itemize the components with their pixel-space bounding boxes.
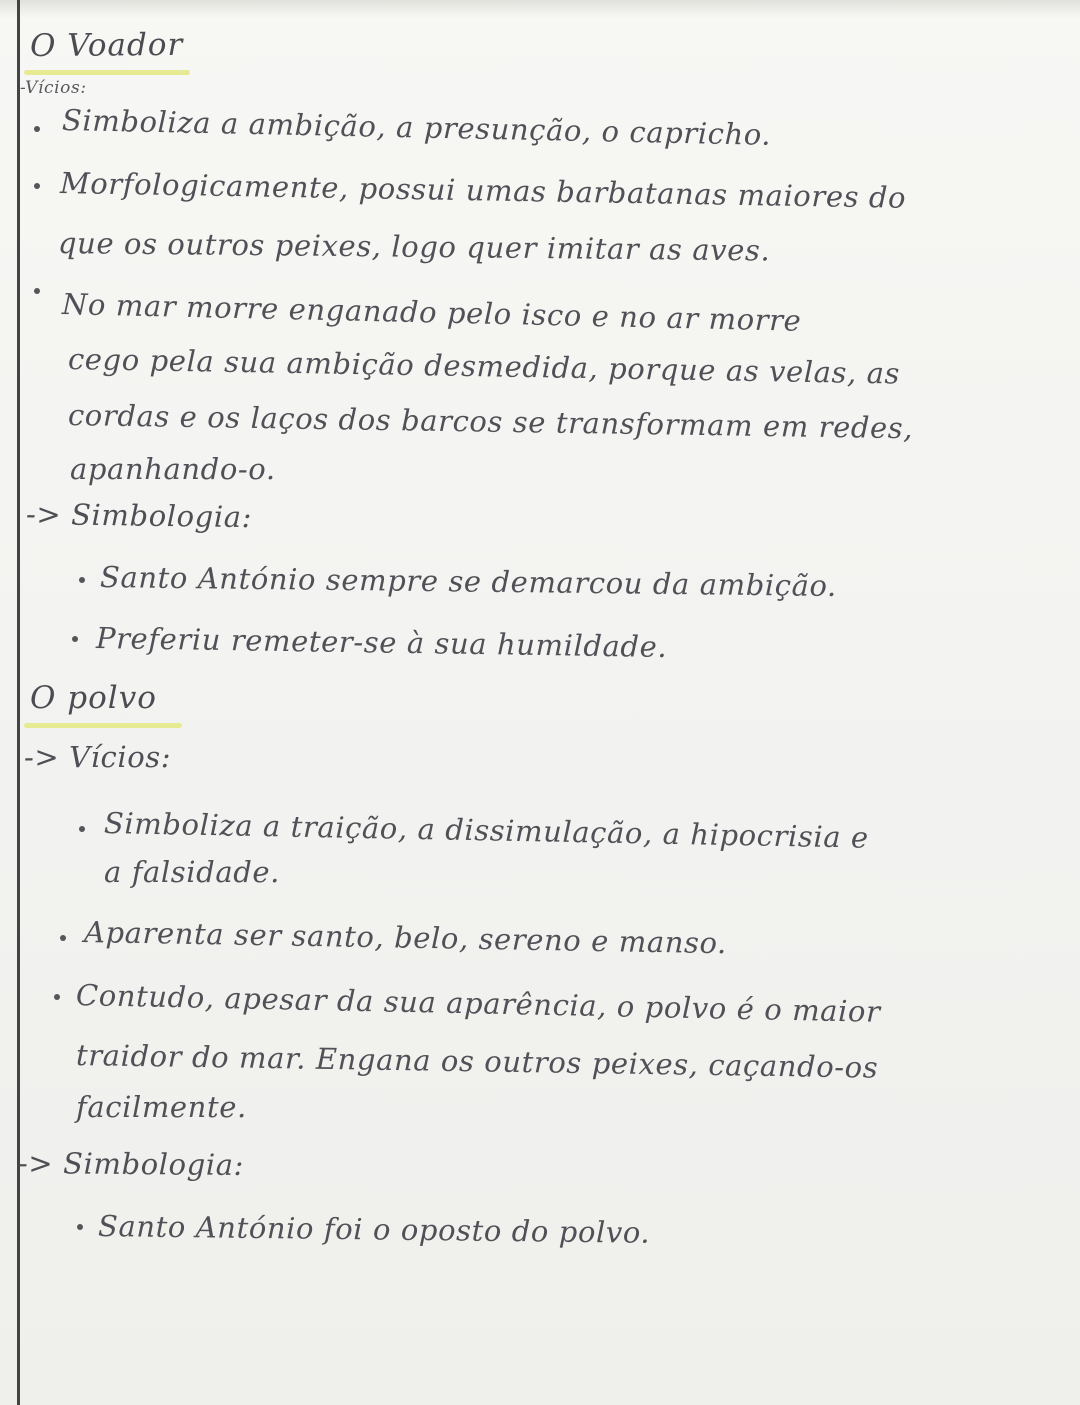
note-line: que os outros peixes, logo quer imitar as aves. bbox=[57, 226, 771, 268]
bullet-point bbox=[34, 126, 40, 132]
note-line: Contudo, apesar da sua aparência, o polvo é o maior bbox=[75, 978, 881, 1029]
bullet-point bbox=[79, 577, 85, 583]
section-title: O polvo bbox=[30, 680, 157, 716]
title-highlight bbox=[24, 723, 182, 728]
bullet-point bbox=[54, 994, 60, 1000]
bullet-point bbox=[79, 826, 85, 832]
note-line: Aparenta ser santo, belo, sereno e manso. bbox=[83, 915, 728, 961]
note-line: facilmente. bbox=[76, 1090, 247, 1124]
left-margin-line bbox=[17, 0, 20, 1405]
note-line: Simboliza a ambição, a presunção, o capricho. bbox=[61, 103, 772, 152]
bullet-point bbox=[72, 636, 78, 642]
bullet-point bbox=[34, 288, 40, 294]
note-line: Santo António foi o oposto do polvo. bbox=[97, 1209, 651, 1250]
note-line: Preferiu remeter-se à sua humildade. bbox=[95, 621, 668, 664]
note-line: cego pela sua ambição desmedida, porque as velas, as bbox=[67, 342, 901, 391]
note-line: No mar morre enganado pelo isco e no ar morre bbox=[61, 287, 802, 338]
note-line: a falsidade. bbox=[104, 855, 280, 889]
paper-top-shadow bbox=[0, 0, 1080, 18]
note-line: cordas e os laços dos barcos se transformam em redes, bbox=[67, 398, 914, 446]
symbology-label: -> Simbologia: bbox=[17, 1146, 245, 1182]
note-line: Morfologicamente, possui umas barbatanas maiores do bbox=[59, 166, 907, 215]
symbology-label: -> Simbologia: bbox=[25, 497, 253, 535]
bullet-point bbox=[60, 935, 66, 941]
vices-label: -Vícios: bbox=[20, 78, 87, 98]
note-line: Santo António sempre se demarcou da ambição. bbox=[99, 560, 838, 604]
note-line: Simboliza a traição, a dissimulação, a hipocrisia e bbox=[103, 806, 870, 855]
note-line: apanhando-o. bbox=[70, 452, 276, 486]
section-title: O Voador bbox=[29, 26, 184, 64]
title-highlight bbox=[24, 70, 190, 75]
note-line: traidor do mar. Engana os outros peixes, caçando-os bbox=[75, 1038, 879, 1085]
vices-label: -> Vícios: bbox=[24, 740, 172, 774]
bullet-point bbox=[77, 1224, 83, 1230]
bullet-point bbox=[34, 183, 40, 189]
